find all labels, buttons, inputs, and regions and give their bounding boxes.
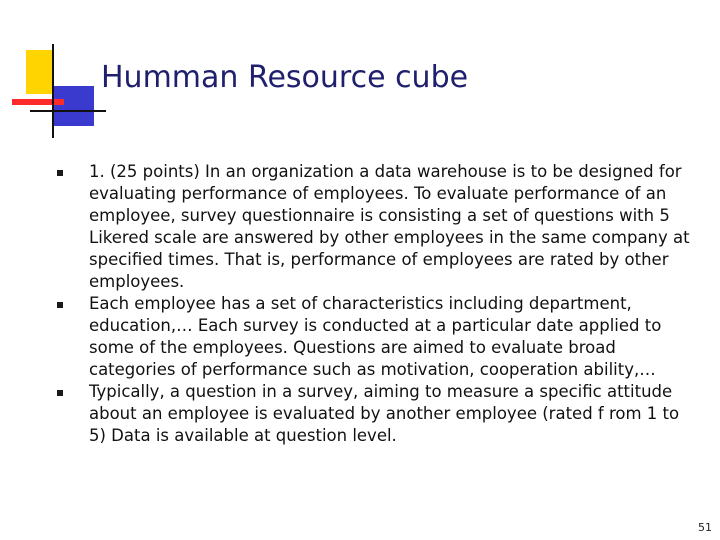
bullet-item-3 — [55, 381, 695, 447]
square-bullet-icon — [57, 170, 63, 176]
slide-title: Humman Resource cube — [101, 60, 469, 95]
bullet-item-2 — [55, 293, 695, 381]
bullet-text-3: Typically, a question in a survey, aiming to measure a specific attitude about an employee is evaluated by another employee (rated f rom 1 to 5) Data is available at question level. — [89, 382, 680, 445]
corner-decoration — [0, 0, 110, 140]
page-number: 51 — [698, 521, 712, 534]
deco-red-bar — [12, 99, 64, 105]
bullet-text-1: 1. (25 points) In an organization a data warehouse is to be designed for evaluating performance of employees. To evaluate performance of an employee, survey questionnaire is consisting a set of questions with 5 Likered scale are answered by other employees in the same company at specified times. That is, performance of employees are rated by other employees. — [89, 162, 690, 291]
square-bullet-icon — [57, 390, 63, 396]
deco-yellow-square — [26, 50, 52, 94]
bullet-text-2: Each employee has a set of characteristics including department, education,… Each survey is conducted at a particular date applied to some of the employees. Questions are aimed to evaluate broad categories of performance such as motivation, cooperation ability,… — [89, 294, 662, 379]
bullet-list — [55, 161, 695, 447]
square-bullet-icon — [57, 302, 63, 308]
deco-blue-square — [54, 86, 94, 126]
bullet-item-1 — [55, 161, 695, 293]
